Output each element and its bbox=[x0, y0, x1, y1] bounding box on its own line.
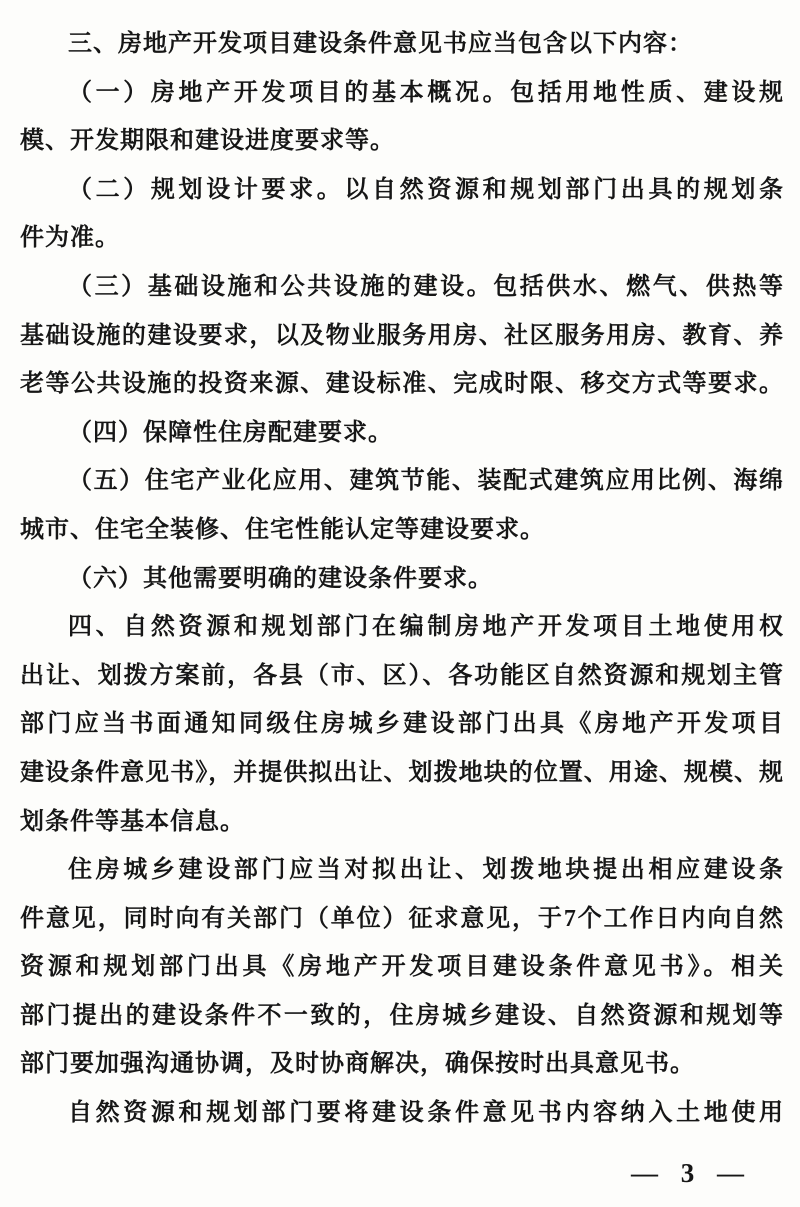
text-line: 件为准。 bbox=[20, 225, 120, 252]
text-line: （二）规划设计要求。以自然资源和规划部门出具的规划条 bbox=[68, 176, 784, 203]
text-line: 模、开发期限和建设进度要求等。 bbox=[20, 128, 395, 155]
text-line: 部门要加强沟通协调，及时协商解决，确保按时出具意见书。 bbox=[20, 1051, 695, 1078]
text-line: 出让、划拨方案前，各县（市、区）、各功能区自然资源和规划主管 bbox=[20, 662, 784, 689]
text-line: 老等公共设施的投资来源、建设标准、完成时限、移交方式等要求。 bbox=[20, 371, 784, 398]
text-line: 自然资源和规划部门要将建设条件意见书内容纳入土地使用 bbox=[68, 1100, 784, 1127]
page-number: — 3 — bbox=[631, 1158, 752, 1188]
text-line: 件意见，同时向有关部门（单位）征求意见，于7个工作日内向自然 bbox=[20, 905, 784, 932]
text-line: 资源和规划部门出具《房地产开发项目建设条件意见书》。相关 bbox=[20, 954, 784, 981]
text-line: 部门提出的建设条件不一致的，住房城乡建设、自然资源和规划等 bbox=[20, 1002, 784, 1029]
text-line: 基础设施的建设要求，以及物业服务用房、社区服务用房、教育、养 bbox=[20, 322, 784, 349]
text-line: 四、自然资源和规划部门在编制房地产开发项目土地使用权 bbox=[68, 614, 784, 641]
text-line: 建设条件意见书》，并提供拟出让、划拨地块的位置、用途、规模、规 bbox=[20, 759, 784, 786]
text-line: 划条件等基本信息。 bbox=[20, 808, 245, 835]
text-line: 住房城乡建设部门应当对拟出让、划拨地块提出相应建设条 bbox=[68, 857, 784, 884]
text-line: （六）其他需要明确的建设条件要求。 bbox=[68, 565, 493, 592]
text-line: （一）房地产开发项目的基本概况。包括用地性质、建设规 bbox=[68, 79, 784, 106]
document-text-block bbox=[20, 20, 784, 1138]
text-line: 部门应当书面通知同级住房城乡建设部门出具《房地产开发项目 bbox=[20, 711, 784, 738]
text-line: （四）保障性住房配建要求。 bbox=[68, 419, 393, 446]
text-line: （五）住宅产业化应用、建筑节能、装配式建筑应用比例、海绵 bbox=[68, 468, 784, 495]
text-line: 城市、住宅全装修、住宅性能认定等建设要求。 bbox=[20, 516, 545, 543]
text-line: （三）基础设施和公共设施的建设。包括供水、燃气、供热等 bbox=[68, 273, 784, 300]
text-line: 三、房地产开发项目建设条件意见书应当包含以下内容： bbox=[68, 31, 693, 57]
